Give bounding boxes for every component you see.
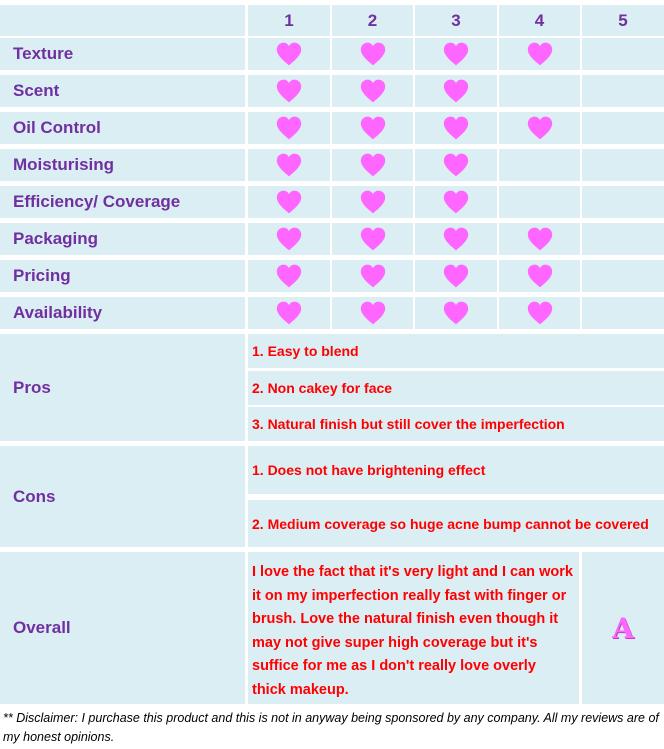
header-blank — [0, 5, 245, 36]
category-label: Scent — [0, 75, 245, 107]
category-label: Texture — [0, 38, 245, 70]
heart-icon — [360, 300, 386, 326]
category-label: Moisturising — [0, 149, 245, 181]
heart-icon — [276, 300, 302, 326]
heart-icon — [276, 152, 302, 178]
pros-item: 3. Natural finish but still cover the imperfection — [248, 407, 664, 441]
rating-cell — [499, 297, 580, 329]
rating-cell — [332, 75, 413, 107]
rating-column-header: 3 — [415, 5, 497, 36]
cons-item: 2. Medium coverage so huge acne bump cannot be covered — [248, 500, 664, 547]
rating-cell — [415, 260, 497, 292]
rating-cell — [248, 297, 330, 329]
rating-cell — [582, 149, 664, 181]
heart-icon — [276, 226, 302, 252]
rating-column-header: 1 — [248, 5, 330, 36]
rating-cell — [499, 223, 580, 255]
heart-icon — [360, 78, 386, 104]
rating-cell — [332, 297, 413, 329]
heart-icon — [443, 152, 469, 178]
rating-cell — [499, 186, 580, 218]
heart-icon — [443, 226, 469, 252]
rating-cell — [582, 297, 664, 329]
rating-cell — [248, 112, 330, 144]
rating-cell — [582, 223, 664, 255]
category-label: Oil Control — [0, 112, 245, 144]
heart-icon — [527, 115, 553, 141]
rating-cell — [582, 186, 664, 218]
heart-icon — [527, 226, 553, 252]
rating-cell — [332, 186, 413, 218]
disclaimer: ** Disclaimer: I purchase this product and this is not in anyway being sponsored by any company. All my reviews are of my honest opinions. — [3, 711, 659, 744]
rating-cell — [332, 149, 413, 181]
heart-icon — [443, 263, 469, 289]
rating-cell — [332, 38, 413, 70]
heart-icon — [360, 263, 386, 289]
overall-grade: A — [582, 552, 664, 704]
rating-cell — [582, 38, 664, 70]
rating-cell — [248, 149, 330, 181]
rating-cell — [415, 38, 497, 70]
rating-cell — [248, 38, 330, 70]
heart-icon — [276, 78, 302, 104]
overall-label: Overall — [0, 552, 245, 704]
category-label: Pricing — [0, 260, 245, 292]
rating-cell — [248, 186, 330, 218]
heart-icon — [443, 300, 469, 326]
rating-cell — [415, 297, 497, 329]
rating-cell — [415, 186, 497, 218]
rating-cell — [499, 38, 580, 70]
category-label: Availability — [0, 297, 245, 329]
rating-cell — [582, 260, 664, 292]
heart-icon — [276, 189, 302, 215]
heart-icon — [276, 263, 302, 289]
heart-icon — [360, 115, 386, 141]
heart-icon — [360, 152, 386, 178]
rating-cell — [499, 112, 580, 144]
cons-label: Cons — [0, 446, 245, 547]
heart-icon — [443, 41, 469, 67]
heart-icon — [360, 41, 386, 67]
heart-icon — [443, 115, 469, 141]
overall-text: I love the fact that it's very light and I can work it on my imperfection really fast with finger or brush. Love the natural finish even though it may not give super high coverage but it's suffice for me as I don't really love overly thick makeup. — [248, 552, 579, 704]
heart-icon — [360, 226, 386, 252]
pros-label: Pros — [0, 334, 245, 441]
rating-cell — [415, 223, 497, 255]
rating-cell — [499, 75, 580, 107]
rating-cell — [248, 75, 330, 107]
rating-cell — [499, 260, 580, 292]
cons-item: 1. Does not have brightening effect — [248, 446, 664, 494]
rating-cell — [499, 149, 580, 181]
heart-icon — [527, 263, 553, 289]
heart-icon — [276, 115, 302, 141]
rating-cell — [415, 112, 497, 144]
category-label: Packaging — [0, 223, 245, 255]
rating-cell — [415, 149, 497, 181]
rating-column-header: 2 — [332, 5, 413, 36]
rating-cell — [415, 75, 497, 107]
heart-icon — [360, 189, 386, 215]
rating-cell — [248, 223, 330, 255]
pros-item: 1. Easy to blend — [248, 334, 664, 368]
pros-item: 2. Non cakey for face — [248, 371, 664, 405]
heart-icon — [443, 189, 469, 215]
rating-column-header: 5 — [582, 5, 664, 36]
category-label: Efficiency/ Coverage — [0, 186, 245, 218]
rating-cell — [248, 260, 330, 292]
rating-cell — [332, 223, 413, 255]
heart-icon — [443, 78, 469, 104]
heart-icon — [527, 300, 553, 326]
rating-column-header: 4 — [499, 5, 580, 36]
rating-cell — [332, 260, 413, 292]
rating-cell — [582, 75, 664, 107]
heart-icon — [276, 41, 302, 67]
rating-cell — [582, 112, 664, 144]
rating-cell — [332, 112, 413, 144]
heart-icon — [527, 41, 553, 67]
